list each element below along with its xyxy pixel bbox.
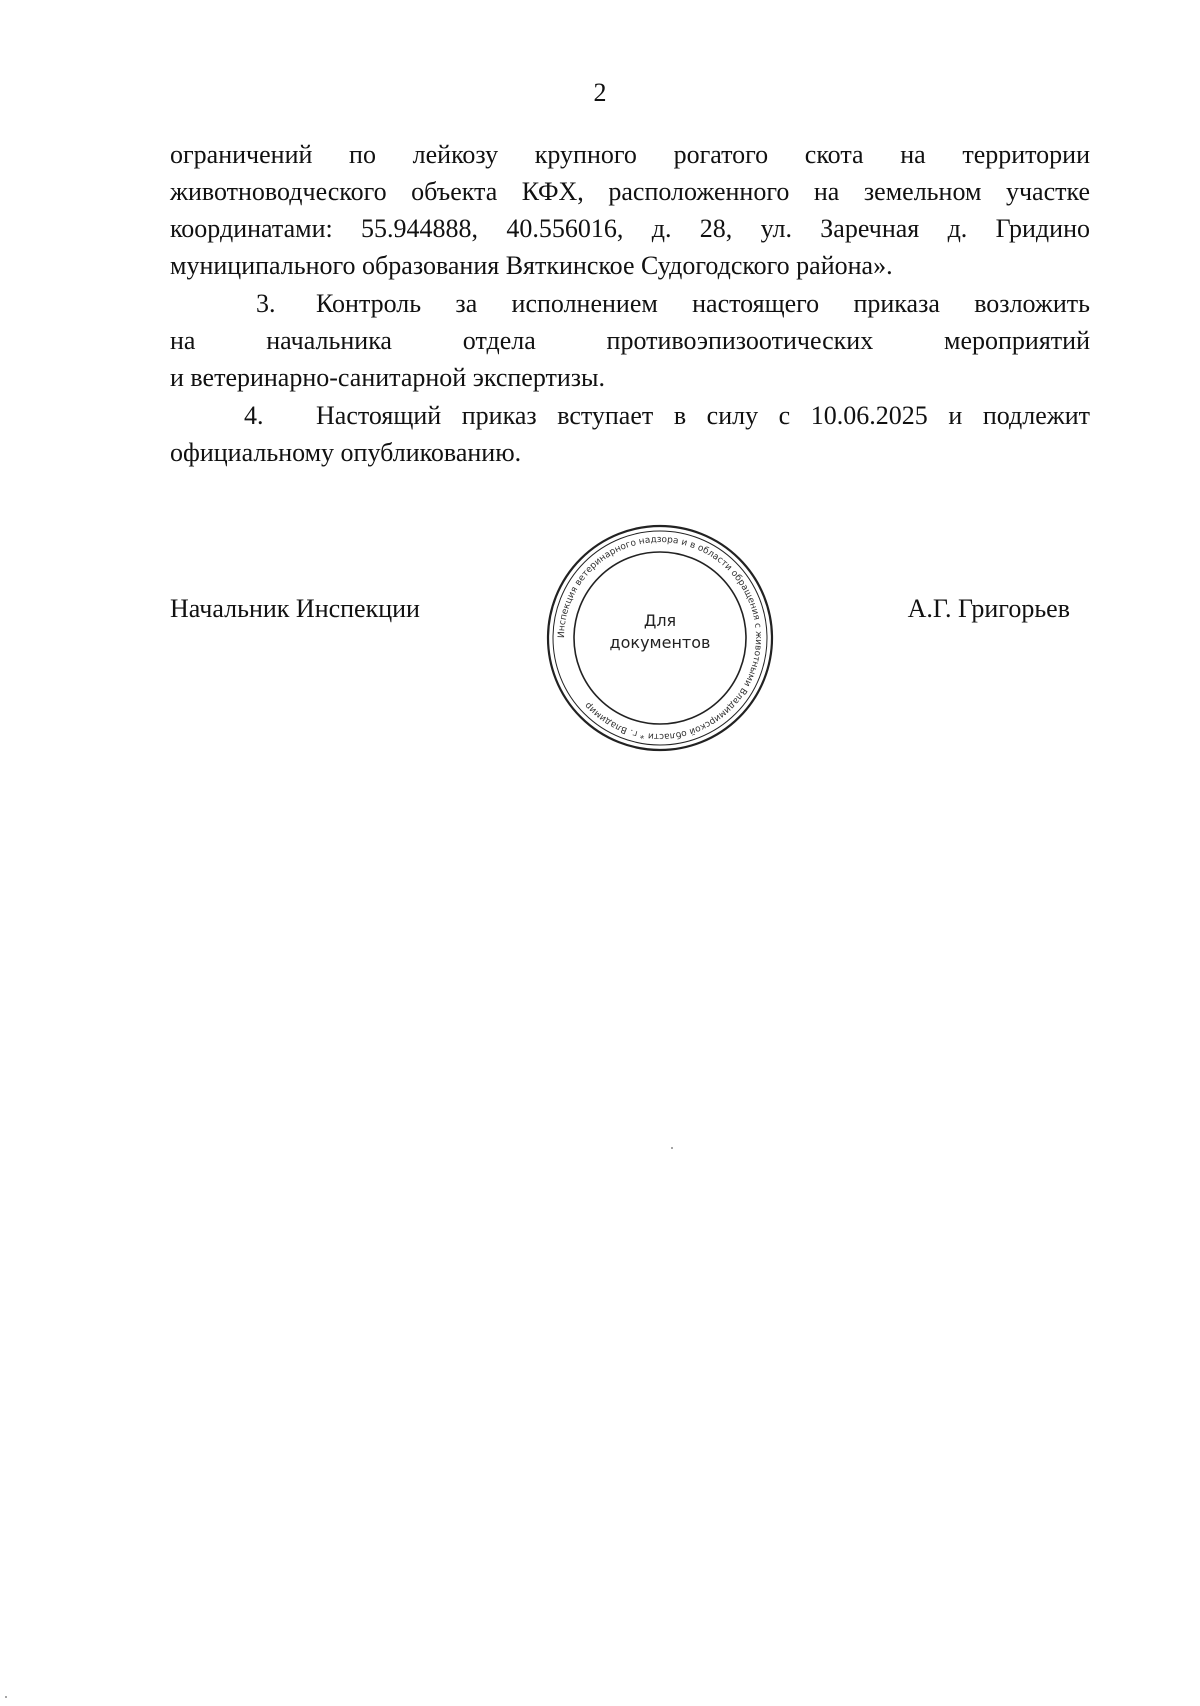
text-line: ограничений по лейкозу крупного рогатого скота на территории bbox=[170, 140, 1090, 169]
item-4-first-text: Настоящий приказ вступает в силу с 10.06.2025 и подлежит bbox=[316, 401, 1090, 430]
item-3-first-line bbox=[170, 285, 1090, 322]
page-number: 2 bbox=[593, 78, 607, 107]
stamp-center-line-1: Для bbox=[643, 611, 677, 630]
item-3-first-text: Контроль за исполнением настоящего приказа возложить bbox=[316, 289, 1090, 318]
item-4-first-line bbox=[170, 397, 1090, 434]
item-3-paragraph bbox=[170, 285, 1090, 396]
paragraph-continuation bbox=[170, 136, 1090, 284]
item-4-number: 4. bbox=[244, 401, 264, 430]
text-line: животноводческого объекта КФХ, расположенного на земельном участке bbox=[170, 177, 1090, 206]
text-line: на начальника отдела противоэпизоотических мероприятий bbox=[170, 326, 1090, 355]
signatory-position: Начальник Инспекции bbox=[170, 594, 420, 623]
signatory-name: А.Г. Григорьев bbox=[907, 594, 1070, 623]
text-line: и ветеринарно-санитарной экспертизы. bbox=[170, 363, 606, 392]
scan-speck bbox=[671, 1147, 673, 1149]
scan-speck bbox=[5, 1696, 7, 1698]
item-4-paragraph bbox=[170, 397, 1090, 471]
stamp-center-line-2: документов bbox=[609, 633, 711, 652]
text-line: муниципального образования Вяткинское Судогодского района». bbox=[170, 251, 893, 280]
item-3-number: 3. bbox=[256, 289, 276, 318]
text-line: официальному опубликованию. bbox=[170, 438, 522, 467]
official-stamp bbox=[540, 518, 780, 758]
text-line: координатами: 55.944888, 40.556016, д. 28, ул. Заречная д. Гридино bbox=[170, 214, 1090, 243]
stamp-seal-icon bbox=[540, 518, 780, 758]
stamp-ring-text: Инспекция ветеринарного надзора и в области обращения с животными Владимирской области * г. Владимир bbox=[556, 534, 764, 742]
